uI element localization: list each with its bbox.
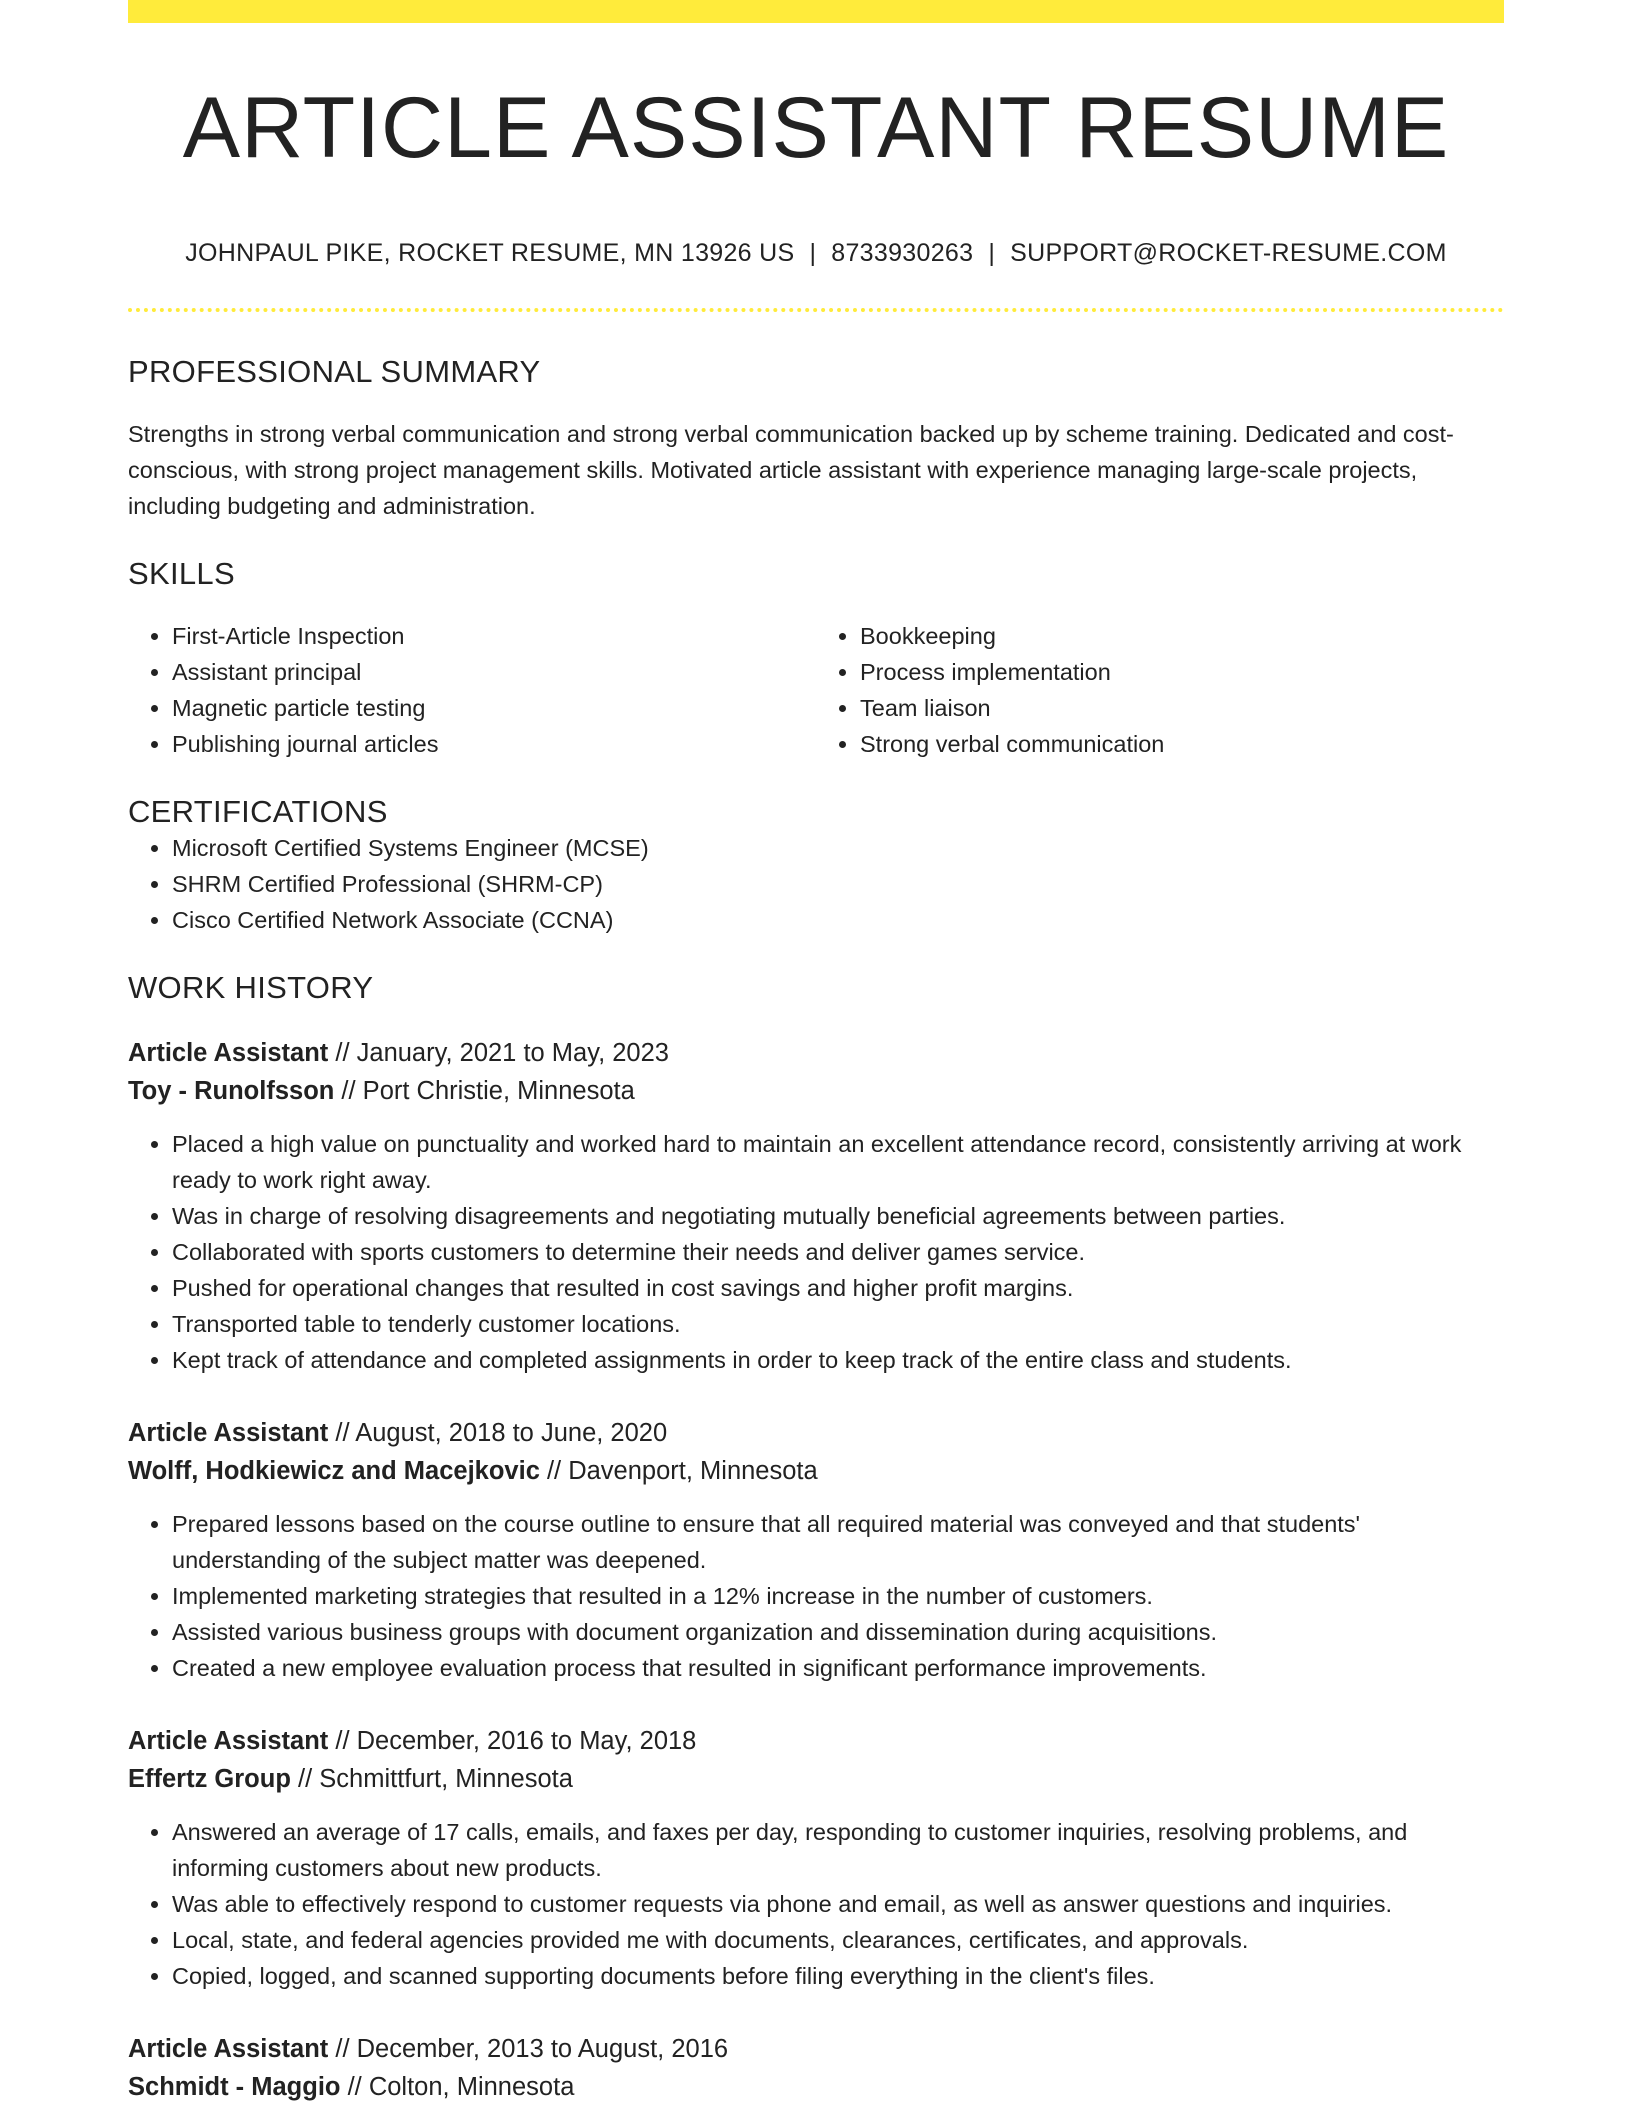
job-bullet: • Local, state, and federal agencies provided me with documents, clearances, certificates, and approvals. (172, 1922, 1504, 1958)
job-location: // Schmittfurt, Minnesota (290, 1765, 573, 1793)
contact-line (128, 238, 1504, 268)
job-title: Article Assistant (128, 1727, 329, 1755)
skill-item: • Process implementation (860, 654, 1504, 690)
skill-item: • Assistant principal (172, 654, 816, 690)
contact-phone: 8733930263 (831, 239, 974, 267)
job-bullet: • Transported table to tenderly customer locations. (172, 1306, 1504, 1342)
job-title: Article Assistant (128, 1039, 329, 1067)
job-dates: // December, 2016 to May, 2018 (328, 1727, 697, 1755)
certification-item: • SHRM Certified Professional (SHRM-CP) (172, 866, 1504, 902)
job-bullets (128, 1814, 1504, 1994)
job-entry (128, 1722, 1504, 1994)
job-entry (128, 2030, 1504, 2106)
skill-item: • Bookkeeping (860, 618, 1504, 654)
job-dates: // December, 2013 to August, 2016 (328, 2035, 729, 2063)
job-bullets (128, 1126, 1504, 1378)
skills-list-right (816, 618, 1504, 762)
certification-item: • Microsoft Certified Systems Engineer (MCSE) (172, 830, 1504, 866)
job-dates: // August, 2018 to June, 2020 (328, 1419, 668, 1447)
dotted-divider (128, 308, 1504, 312)
job-entry (128, 1414, 1504, 1686)
section-title-summary: PROFESSIONAL SUMMARY (128, 354, 541, 389)
certification-item: • Cisco Certified Network Associate (CCNA) (172, 902, 1504, 938)
skill-item: • Magnetic particle testing (172, 690, 816, 726)
skill-item: • Strong verbal communication (860, 726, 1504, 762)
job-location: // Port Christie, Minnesota (334, 1077, 635, 1105)
contact-separator: | (809, 239, 817, 267)
skills-columns (128, 618, 1504, 762)
job-bullet: • Implemented marketing strategies that resulted in a 12% increase in the number of customers. (172, 1578, 1504, 1614)
job-bullet: • Collaborated with sports customers to determine their needs and deliver games service. (172, 1234, 1504, 1270)
job-company: Effertz Group (128, 1765, 291, 1793)
job-title-line (128, 2030, 1504, 2068)
job-bullet: • Kept track of attendance and completed assignments in order to keep track of the entire class and students. (172, 1342, 1504, 1378)
job-bullet: • Placed a high value on punctuality and worked hard to maintain an excellent attendance record, consistently arriving at work ready to work right away. (172, 1126, 1504, 1198)
skill-item: • First-Article Inspection (172, 618, 816, 654)
job-bullet: • Created a new employee evaluation process that resulted in significant performance improvements. (172, 1650, 1504, 1686)
job-company-line (128, 1452, 1504, 1490)
certifications-list (128, 830, 1504, 938)
section-title-certifications: CERTIFICATIONS (128, 794, 388, 829)
job-bullet: • Was able to effectively respond to customer requests via phone and email, as well as answer questions and inquiries. (172, 1886, 1504, 1922)
skill-item: • Publishing journal articles (172, 726, 816, 762)
job-bullet: • Copied, logged, and scanned supporting documents before filing everything in the client's files. (172, 1958, 1504, 1994)
job-bullet: • Was in charge of resolving disagreements and negotiating mutually beneficial agreements between parties. (172, 1198, 1504, 1234)
job-company-line (128, 1760, 1504, 1798)
summary-text: Strengths in strong verbal communication and strong verbal communication backed up by scheme training. Dedicated and cost-conscious, with strong project management skills. Motivated article assistant with experience managing large-scale projects, including budgeting and administration. (128, 421, 1454, 519)
section-title-skills: SKILLS (128, 556, 235, 591)
job-bullet: • Prepared lessons based on the course outline to ensure that all required material was conveyed and that students' understanding of the subject matter was deepened. (172, 1506, 1504, 1578)
job-location: // Colton, Minnesota (340, 2073, 575, 2101)
job-bullet: • Assisted various business groups with document organization and dissemination during acquisitions. (172, 1614, 1504, 1650)
job-title-line (128, 1722, 1504, 1760)
contact-address: JOHNPAUL PIKE, ROCKET RESUME, MN 13926 US (185, 239, 795, 267)
resume-content (128, 0, 1504, 2106)
job-title-line (128, 1034, 1504, 1072)
job-location: // Davenport, Minnesota (539, 1457, 818, 1485)
job-dates: // January, 2021 to May, 2023 (328, 1039, 669, 1067)
job-title: Article Assistant (128, 2035, 329, 2063)
job-company-line (128, 1072, 1504, 1110)
job-bullets (128, 1506, 1504, 1686)
job-company: Toy - Runolfsson (128, 1077, 335, 1105)
job-company: Schmidt - Maggio (128, 2073, 341, 2101)
section-title-work-history: WORK HISTORY (128, 970, 374, 1005)
job-bullet: • Pushed for operational changes that resulted in cost savings and higher profit margins. (172, 1270, 1504, 1306)
skill-item: • Team liaison (860, 690, 1504, 726)
skills-list-left (128, 618, 816, 762)
resume-title: ARTICLE ASSISTANT RESUME (182, 80, 1450, 176)
job-entry (128, 1034, 1504, 1378)
job-title: Article Assistant (128, 1419, 329, 1447)
job-bullet: • Answered an average of 17 calls, emails, and faxes per day, responding to customer inquiries, resolving problems, and informing customers about new products. (172, 1814, 1504, 1886)
job-company: Wolff, Hodkiewicz and Macejkovic (128, 1457, 540, 1485)
job-title-line (128, 1414, 1504, 1452)
contact-separator: | (988, 239, 996, 267)
job-company-line (128, 2068, 1504, 2106)
contact-email: SUPPORT@ROCKET-RESUME.COM (1010, 239, 1447, 267)
